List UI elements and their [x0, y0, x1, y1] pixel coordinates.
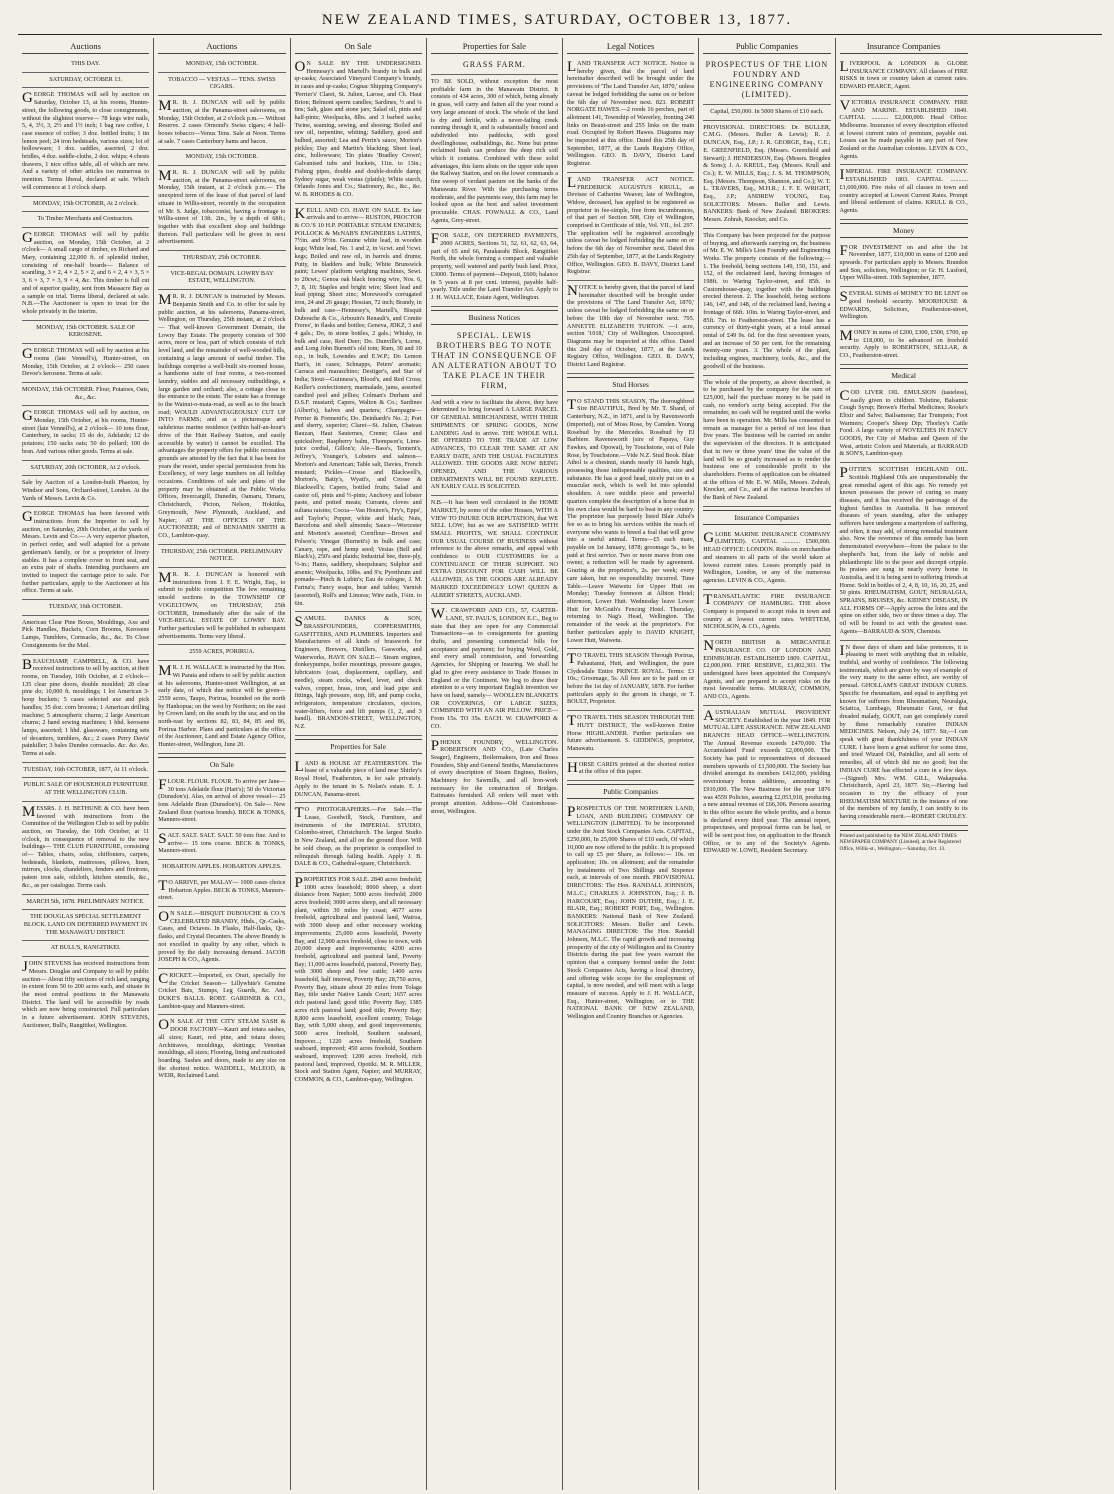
column-heading: Insurance Companies [840, 41, 968, 54]
centered-heading: SPECIAL. LEWIS BROTHERS BEG TO NOTE THAT IN CONSEQUENCE OF AN ALTERATION ABOUT TO TAKE PLACE IN THEIR FIRM, [431, 330, 558, 390]
advertisement-body: ONEY in sums of £200, £300, £500, £700, up to £18,000, to be advanced on freehold security. Apply to ROBERTSON, SELLAR, & CO., Featherston-street. [839, 328, 968, 360]
advertisement-text [840, 168, 968, 214]
advertisement [22, 600, 149, 616]
drop-capital: C [158, 970, 169, 987]
advertisement-text [158, 293, 285, 540]
advertisement [840, 287, 968, 326]
advertisement-text [840, 389, 968, 458]
centered-heading: HOBARTON APPLES. HOBARTON APPLES. [162, 863, 282, 871]
drop-capital: G [22, 90, 33, 107]
drop-capital: B [22, 656, 33, 673]
drop-capital: T [567, 713, 577, 730]
advertisement [295, 873, 422, 1088]
column-heading: On Sale [295, 41, 422, 54]
advertisement-body: LOBE MARINE INSURANCE COMPANY (LIMITED). CAPITAL ........... £500,000. HEAD OFFICE: LONDON. Risks on merchandise and steamers to all parts of the world taken at lowest current rates. Losses promptly paid in Wellington, London, or any of the numerous agencies. LEVIN & CO., Agents. [703, 530, 831, 584]
advertisement [22, 778, 149, 801]
advertisement [22, 321, 149, 344]
advertisement-body: AND TRANSFER ACT NOTICE. FREDERICK AUGUSTUS KRULL, as Devisee of Catherine Weaver, late of Wellington, Widow, deceased, has applied to be registered as proprietor in fee-simple, free from incumbrances, of that part of Section 508, City of Wellington, comprised in Certificate of title, Vol. VII., fol. 297. The application will be registered accordingly unless caveat be lodged forbidding the same on or before the 6th day of November next. Dated this 25th day of September, 1877, at the Lands Registry Office, Wellington. GEO. B. DAVY, District Land Registrar. [567, 175, 695, 276]
drop-capital: S [839, 289, 848, 306]
drop-capital: G [22, 229, 33, 246]
drop-capital: T [567, 651, 577, 668]
advertisement-text [22, 409, 149, 455]
advertisement-body: EULL AND CO. HAVE ON SALE. Ex late arrivals and to arrive— RUSTON, PROCTOR & CO.'S 10 H.P. PORTABLE STEAM ENGINES; POLLOCK & McNAB'S ENGINEERS LATHES, 7½in. and 9½in. Genuine white lead, in wooden kegs; White lead, No. 1 and 2, in ¼cwt. and ½cwt. kegs; Boiled and raw oil, in barrels and drums; Putty, in bladders and bulk; White Brunswick paint; Lewes' platform weighing machines, Sewt. to 20cwt.; Genoa oak black fencing wire, Nos. 6, 7, 8, 10; Staples and bright wire; Sheet lead and lead piping; Sheet zinc; Morewood's corrugated iron, 24 and 26 gauge; Hessian, 72 inch; Brandy, in bulk and case—Hennessy's, Martell's, Bisquit Dubouche & Co., Arbouin's Renault's, and Comite Freres', in flasks and bottles; Geneva, JDKZ, 3 and 4 gals.; Do, in stone bottles, 2 gals.; Whisky, in bulk and case, Red Deer; Do. Dunville's, Lorne, and Long John Burnett's old tom; Rum, 30 and 10 o.p., in bulk, Lowndes and E.W.P.; Do Lemon Hart's, in cases; Schnapps, Peters' aromatic; Carraca and maraschino; Destiger's, and Star of India; Stout—Guinness's, Blood's, and Red Cross; Keiller's confectionery, marmalade, jams, assorted candied peel and jellies; Colman's Durham and D.S.F. mustard; Capers, Walton & Co.; Sardines (Albert's), halves and quarters; Champagne—Perrier & Fremenit's; Do. Deinhardt's No. 2; Port and sherry, superior; Claret—St. Julien, Chateau Bauzan, Haut Sauternes, Creme; Glass and quicksilver; Raspberry balm, Thompson's; Lime-juice cordial, Gillon's; Ale—Bass's, Tennent's, Jeffrey's, Younger's, Lobsters and salmon—Morton's and American; Table salt, Davies, French mustard; Pickles—Crosse and Blackwell's, Morton's, Batty's, Wyatt's, and Crosse & Blackwell's; Capers, bottled fruits; Salad and castor oil, pints and ½-pints; Anchovy and lobster paste, and potted meats; Currants, cloves and sultana raisins; Cocoa—Van Houten's, Fry's, Epps', and Taylor's; Pepper, white and black; Nuts, Barcelona and shell almonds; Sauce—Worcester and Morton's assorted; Cornflour—Brown and Polson's; Vinegar (Burnett's) in bulk and case; Canary, rape, and hemp seed; Vestas (Bell and Black's), 250's and plaids; Industrial bee, three-ply, ½-in.; Hams, saddlery, sheepshears; Sulphur and arsenic; Woolpacks, 10lbs. and 9's; Pyrethrum and pomade—Pinch & Lubin's; Eau de cologne, J. M. Farina's; Fancy soaps, bear and tables; Varnish (assorted), Roll's and Linoras; Wire nails, 1¼in. to 6in. [294, 206, 422, 607]
column-heading: Legal Notices [567, 41, 694, 54]
drop-capital: P [430, 737, 440, 754]
advertisement [158, 57, 285, 73]
advertisement-body: EVERAL SUMS of MONEY TO BE LENT on good freehold security. MOORHOUSE & EDWARDS, Solicitors, Featherston-street, Wellington. [839, 290, 968, 321]
advertisement [567, 649, 694, 711]
advertisement-text: The whole of the property, as above described, is to be purchased by the company for the sum of £25,000, half the purchase money to be paid in cash, no vendor's scrip being accepted. For the remainder, no cash will be required until the works have been in operation. Mr. Mills has consented to remain as manager for a period of not less than five years. The business will be carried on under the supervision of the directors. It is anticipated that in two or three years' time the value of the land will be so greatly increased as to render the business one of considerable profit to the shareholders. Forms of application can be obtained at the offices of Mr. E. W. Mills, Messrs. Zohrab, Knocker, and Co., and at the various branches of the Bank of New Zealand. [703, 378, 831, 502]
advertisement-text [295, 60, 422, 199]
advertisement [703, 636, 830, 706]
advertisement-text [295, 806, 422, 868]
advertisement-body: ROPERTIES FOR SALE. 2840 acres freehold; 1000 acres leasehold; 8000 sheep, a short distance from Napier; 5000 acres freehold; 2000 acres freehold; 3000 acres sheep, and all necessary plant, within 30 miles by coast; 4677 acres freehold, agricultural and pastoral land, Wairoa, with 3000 sheep and other necessary working improvements; 25,000 acres leasehold, Poverty Bay, and 12,900 acres freehold, close to town, with 20,000 sheep and improvements; 4200 acres freehold, agricultural and pastoral land, Poverty Bay; 11,000 acres leasehold, pastoral, Poverty Bay, with 3000 sheep and few cattle; 1400 acres leasehold, half interest, Poverty Bay; 28,750 acres, Poverty Bay, situate about 20 miles from Tolaga Bay, title under Native Lands Court; 1657 acres rich pastoral land; good title; Poverty Bay; 1385 acres rich pastoral land; good title; Poverty Bay; 8,800 acres leasehold, excellent country, Tolaga Bay, with 5,000 sheep, and good improvements; 5000 acres freehold, Southern seaboard, Impover...; 1220 acres freehold, Southern seaboard, improved; 450 acres freehold, Southern seaboard, improved; 1200 acres freehold, rich pastoral land, improved, Opotiki. M. R. MILLER, Stock and Station Agent, Napier; and MURRAY, COMMON, & CO., Lambton-quay, Wellington. [294, 875, 422, 1084]
advertisement [840, 165, 968, 219]
advertisement [22, 910, 149, 941]
drop-capital: P [294, 874, 303, 891]
advertisement-body: EORGE THOMAS will sell by auction on Saturday, October 13, at his rooms, Hunter-street, the following goods, to close consignments, without the slightest reserve— 78 kegs wire nails, 5, 4, 3½, 3, 2½ and 1½ inch; 1 bag raw coffee, 1 case essence of coffee; 3 doz. bottled fruits; 1 tin lemon peel; 24 iron bedsteads, various sizes; lot of hollowware; 1 doz. saddles, assorted, 2 doz. bridles, 4 doz. saddle-cloths, 2 doz. whips; 4 chests drawers, 1 nice office table, all of which are new. And a variety of other articles too numerous to mention. Terms liberal, declared at sale. Which will commence at 1 o'clock sharp. [22, 91, 150, 191]
advertisement-text [158, 832, 285, 855]
advertisement [158, 166, 285, 251]
advertisement [158, 969, 285, 1016]
advertisement-body: ORSE CARDS printed at the shortest notice at the office of this paper. [578, 760, 695, 776]
advertisement [295, 204, 422, 613]
drop-capital: G [22, 509, 33, 526]
column-5 [563, 38, 699, 1490]
advertisement [703, 706, 830, 859]
newspaper-title: NEW ZEALAND TIMES, SATURDAY, OCTOBER 13, 1877. [321, 12, 793, 28]
advertisement [567, 57, 694, 173]
advertisement [158, 860, 285, 876]
drop-capital: P [839, 465, 848, 482]
advertisement-text [431, 739, 558, 816]
drop-capital: L [567, 174, 577, 191]
advertisement [295, 757, 422, 804]
advertisement [22, 895, 149, 911]
advertisement-text [22, 805, 149, 890]
advertisement-text [158, 778, 285, 824]
drop-capital: M [158, 98, 172, 115]
newspaper-columns [18, 38, 1108, 1490]
advertisement [22, 957, 149, 1033]
centered-heading: 2559 ACRES, PORIRUA. [189, 648, 255, 656]
advertisement-body: OTTIE'S SCOTTISH HIGHLAND OIL. Scottish Highland Oils are unquestionably the great remedial agent of this age. No remedy yet known possesses the power of curing so many diseases, and it has received the patronage of the highest families in Australia. It has removed diseases of years standing, after the unhappy sufferers have undergone a martyrdom of suffering, and often, it may add, of strong remedial treatment also. Now the reverence of this remedy has been demonstrated everywhere—from the palace to the shepherd's hut, from the lady of noble and philanthropic life to the poor and decrepit cripple. Its praises are sung in nearly every home in Australia, and it is being sent to suffering friends at Home. Sold in bottles of 2, 4, 8, 10, 16, 20, 25, and 50 pints. RHEUMATISM, GOUT, NEURALGIA, SPRAINS, BRUISES, &c. KIDNEY DISEASE, IN ALL FORMS OF—Apply across the loins and the spine on either side, two or three times a day. The oil will be found to act with the greatest ease. Agents—BARRAUD & SON, Chemists. [839, 466, 968, 635]
drop-capital: I [839, 167, 845, 184]
advertisement [567, 173, 694, 281]
column-7 [836, 38, 972, 1490]
advertisement-text [22, 510, 149, 595]
advertisement [431, 736, 558, 820]
advertisement-body: EAUCHAMP, CAMPBELL, & CO. have received instructions to sell by auction, at their rooms, on Tuesday, 16th October, at 2 o'clock— 135 clear pine doors, double moulded; 28 clear pine do; 10,000 ft. mouldings; 1 lot American 3-hoop buckets; 5 cases selected axe and pick handles; 35 doz. corn brooms; 1 American drilling machine; 5 atmospheric churns; 2 large American churns; 2 hand sewing machines; 1 hhd. kerosene lamps, assorted; 1 hhd. glassware, containing sets of decanters, tumblers, &c.; 2 cases Perry Davis' painkiller; 3 bales Dundee cornsacks. &c. &c. &c. Terms at sale. [22, 657, 150, 758]
column-heading: Properties for Sale [431, 41, 558, 54]
advertisement-body: AND & HOUSE AT FEATHERSTON. The lease of a valuable piece of land near Shirley's Royal Hotel, Featherston, is for sale privately. Apply to the tenant in S. Nolan's estate. E. J. DUNCAN, Panama-street. [294, 759, 422, 798]
section-heading: Public Companies [567, 784, 694, 799]
advertisement-text [567, 761, 694, 776]
advertisement-body: AND TRANSFER ACT NOTICE. Notice is hereby given, that the parcel of land hereinafter described will be brought under the provisions of 'The Land Transfer Act, 1870,' unless caveat be lodged forbidding the same on or before the 6th day of November next. 823. ROBERT NORGATE HAWES.—2 roods 16 perches, part of allotment 141, Township of Waverley, fronting 240 links on Beaut-street and 255 links on the main road. Occupied by Robert Hawes. Diagrams may be inspected at this office. Dated this 25th day of September, 1877, at the Lands Registry Office, Wellington. GEO. B. DAVY, District Land Registrar. [567, 60, 695, 168]
advertisement-body: R. J. H. WALLACE is instructed by the Hon. Wi Parata and others to sell by public auction at his salerooms, Hunter-street Wellington, at an early date, of which due notice will be given— 2559 acres, Taupo, Porirua, bounded on the north by Hanhopua; on the west by Northern; on the east by Crown land; on the south by the sea; and on the north-east by sections 82, 83, 84, 85 and 86, Porirua Harbor. Plans and particulars at the office of the Auctioneer, Land and Estate Agency Office, Hunter-street, Wellington, June 20. [158, 664, 286, 749]
drop-capital: L [294, 758, 304, 775]
advertisement [158, 150, 285, 166]
advertisement-body: IVERPOOL & LONDON & GLOBE INSURANCE COMPANY. All classes of FIRE RISKS in town or country taken at current rates. EDWARD PEARCE, Agent. [839, 60, 968, 91]
advertisement-text [158, 99, 285, 145]
advertisement [22, 383, 149, 406]
advertisement-text [567, 652, 694, 706]
advertisement-text [567, 805, 694, 1021]
masthead [0, 0, 1114, 40]
advertisement-text [295, 615, 422, 731]
advertisement-text [22, 231, 149, 316]
section-heading: Properties for Sale [295, 739, 422, 754]
centered-heading: SATURDAY, 20th OCTOBER, At 2 o'clock. [30, 463, 141, 471]
advertisement-body: RICKET.—Imported, ex Orari, specially for the Cricket Season— Lillywhite's Genuine Cricket Bats, Stumps, Leg Guards, &c. And DUKE'S BALLS. ROBT. GARDNER & CO., Lambton-quay and Manners-street. [158, 971, 286, 1010]
drop-capital: M [158, 168, 172, 185]
centered-heading: TUESDAY, 16th OCTOBER, 1877, At 11 o'clock. [23, 765, 148, 773]
advertisement-body: HŒNIX FOUNDRY, WELLINGTON. ROBERTSON AND CO., (Late Charles Seager), Engineers, Boilermakers, Iron and Brass Founders, Ship and General Smiths, Manufacturers of every description of Steam Engines, Boilers, Machinery for Sawmills, and all Iron-work necessary for the construction of Bridges. Estimates furnished. All orders will meet with prompt attention. Address—Old Customhouse-street, Wellington. [430, 738, 558, 815]
advertisement-text: N.B.—It has been well circulated in the HOME MARKET, by some of the other Houses, WITH A VIEW TO INJURE OUR REPUTATION, that WE SELL LOW; but as we are SATISFIED WITH SMALL PROFITS, WE SHALL CONTINUE OUR USUAL COURSE OF BUSINESS without reference to the above remarks, and appeal with confidence to OUR CUSTOMERS for a CONTINUANCE OF THEIR SUPPORT. NO EXTRA DISCOUNT FOR CASH WILL BE ALLOWED, AS THE GOODS ARE ALREADY MARKED EXCEEDINGLY LOW! QUEEN & ALBERT STREETS, AUCKLAND. [430, 499, 558, 599]
advertisement-text [567, 714, 694, 753]
advertisement [158, 907, 285, 969]
advertisement [158, 829, 285, 860]
advertisement-text [22, 347, 149, 378]
advertisement [567, 758, 694, 781]
advertisement-body: EORGE THOMAS has been favored with instructions from the Importer to sell by auction, on Saturday, 20th October, at the yards of Messrs. Levin and Co.— A very superior phaeton, in perfect order, and well adapted for a private gentleman's family, or for a proprietor of livery stables. It has a complete cover to front seat, and an extra pair of shafts. Intending purchasers are invited to inspect the carriage prior to sale. For further particulars, apply to the Auctioneer at his office. Terms at sale. [22, 510, 150, 595]
centered-heading: MARCH 5th, 1878. PRELIMINARY NOTICE. [26, 897, 145, 905]
drop-capital: N [567, 282, 578, 299]
advertisement [703, 229, 830, 376]
column-heading: Public Companies [703, 41, 830, 54]
advertisement [158, 545, 285, 568]
centered-heading: VICE-REGAL DOMAIN. LOWRY BAY ESTATE, WELLINGTON. [170, 269, 274, 285]
advertisement [840, 641, 968, 826]
advertisement [431, 396, 558, 496]
advertisement [567, 281, 694, 374]
advertisement [22, 228, 149, 321]
advertisement-body: EORGE THOMAS will sell by public auction, on Monday, 15th October, at 2 o'clock— A small cargo of timber, ex Richard and Mary, containing 22,000 ft. of splendid timber, consisting of one-half boards— Balance of scantling, 3 × 2, 4 × 2, 5 × 2, and 6 × 2, 4 × 3, 5 × 3, 6 × 3, 7 × 3, 9 × 4, &c. This timber is full cut and of superior quality, sent from Massacre Bay as a sample on trial. Terms liberal, declared at sale. N.B.—The Auctioneer is open to treat for the whole privately in the interim. [22, 230, 150, 315]
drop-capital: T [158, 877, 168, 894]
advertisement [158, 661, 285, 754]
advertisement [158, 267, 285, 290]
section-heading: Money [840, 223, 968, 238]
advertisement-body: N SALE AT THE CITY STEAM SASH & DOOR FACTORY—Kauri and totara sashes, all sizes; Kauri, red pine, and totara doors; Architraves, mouldings, skirtings; Venetian mouldings, all sizes; Flooring, lining and rusticated boarding. Sashes and doors, made to any size on the shortest notice. WADDELL, McLEOD, & WEIR, Reclaimed Land. [158, 1018, 286, 1080]
advertisement-text: PROVISIONAL DIRECTORS: Dr. BULLER, C.M.G. (Messrs. Buller & Lewis); R. J. DUNCAN, Esq., J.P.; J. R. GEORGE, Esq., C.E.; E. GREENFIELD, Esq. (Messrs. Greenfield and Stewart); J. HENDERSON, Esq. (Messrs. Brogden & Sons); J. A. KREUL, Esq. (Messrs. Krull and Co.); E. W. MILLS, Esq.; J. S. M. THOMPSON, Esq. (Messrs. Thompson, Shannon, and Co.); W. T. L. TRAVERS, Esq., M.H.R.; J. F. E. WRIGHT, Esq., J.P.; ANDREW YOUNG, Esq. SOLICITORS: Messrs. Buller and Lewis. BANKERS: Bank of New Zealand. BROKERS: Messrs. Zohrab, Knocker, and Co. [703, 123, 831, 224]
advertisement-text [703, 639, 830, 701]
advertisement-body: R. R. J. DUNCAN is instructed by Messrs. Benjamin Smith and Co. to offer for sale by public auction, at his salerooms, Panama-street, Wellington, on Thursday, 25th instant, at 2 o'clock— That well-known Government Domain, the Lowry Bay Estate. The property consists of 500 acres, more or less, part of which consists of rich level land, and the remainder of well-wooded hills, containing a large amount of useful timber. The buildings comprise a well-built six-roomed house, a handsome suite of four rooms, a two-roomed laundry, stables and all necessary outbuildings, a large garden and orchard; also, a cottage close to the entrance to the estate. The estate has a frontage to the Wainui-o-mata-road, as well as to the beach road; WOULD ADVANTAGEOUSLY CUT UP INTO FARMS; and as a picturesque and salubrious marine residence (within half-an-hour's drive of the Hutt Railway Station, and easily accessible by water) it cannot be excelled. The advantages the property offers for public recreation grounds are attested by the fact that it has been for years the resort, under special permission from his Excellency, of very large numbers on all holiday occasions. Conditions of sale and plans of the property may be obtained at the Public Works Offices, Invercargill, Dunedin, Oamaru, Timaru, Christchurch, Picton, Nelson, Hokitika, Greymouth, New Plymouth, Auckland, and Napier; AT THE OFFICES OF THE AUCTIONEER; and of BENJAMIN SMITH & CO., Lambton-quay. [158, 293, 286, 539]
advertisement-text [295, 760, 422, 799]
centered-heading: SATURDAY, OCTOBER 13. [49, 75, 123, 83]
column-3 [291, 38, 427, 1490]
advertisement [22, 507, 149, 600]
advertisement-text [295, 876, 422, 1084]
advertisement-body: AMUEL DANKS & SON, BRASSFOUNDERS, COPPERSMITHS, GASFITTERS, AND PLUMBERS. Importers and Manufacturers of all kinds of brasswork for Engineers, Brewers, Distillers, Gasworks, and Waterworks, HAVE ON SALE— Steam engines, donkeypumps, boiler mountings, pressure gauges, lubricators (cast, displacement, capillary, and needle), steam cocks, wheel, lever, and check valves, copper, brass, iron, and lead pipe and fittings, high pressure, stop, lift, and pump cocks, refrigerators, temperature circulators, ejectors, water-lifters, force and lift pumps (1, 2, and 3 handl). BRANDON-STREET, WELLINGTON, N.Z. [294, 615, 422, 731]
advertisement-body: N these days of sham and false pretences, it is pleasing to meet with anything that in reliable, truthful, and worthy of confidence. The following testimonials, which are given by way of example of the very many to the same effect, are worthy of perusal. GHOLLAM'S GREAT INDIAN CURES. Specific for rheumatism, and equal to anything yet known for sufferers from Rheumatism, Neuralgia, Sciatica, Lumbago, Rheumatic Gout, or that dreaded malady, GOUT, can get completely cured by these remarkably curative INDIAN MEDICINES. Nelson, July 24, 1877. Sir,—I can speak with great thankfulness of your INDIAN CURE. I have been a great sufferer for some time, and tried Wizard Oil, Painkiller, and all sorts of remedies, all of which did me no good; but the INDIAN CURE has effected a cure in a few days.—(Signed) Mrs. WM. GILL, Wakapuaka. Christchurch, April 23, 1877. Sir,—Having had occasion to try the efficacy of your RHEUMATISM MIXTURE in the instance of one of the members of my family, I can testify to its having considerable merit.—ROBERT CRUDLEY. [839, 643, 968, 821]
drop-capital: L [567, 59, 577, 75]
advertisement [22, 461, 149, 477]
drop-capital: G [22, 346, 33, 363]
drop-capital: P [567, 804, 576, 821]
advertisement-text [158, 879, 285, 902]
advertisement-body: ALT. SALT. SALT. SALT. 50 tons fine. And to arrive— 15 tons coarse. BECK & TONKS, Manners-street. [158, 832, 286, 855]
advertisement [22, 802, 149, 895]
drop-capital: N [703, 638, 715, 655]
advertisement [22, 88, 149, 196]
advertisement-body: OHN STEVENS has received instructions from Messrs. Douglas and Company to sell by public auction— About fifty sections of rich land, ranging in extent from 50 to 200 acres each, and situate in the most central positions in the Manawatu District. The land will be accessible by roads which are now being constructed. Full particulars in a future advertisement. JOHN STEVENS, Auctioneer, Bull's, Rangitikei, Wellington. [22, 960, 150, 1029]
advertisement [22, 406, 149, 460]
drop-capital: F [158, 776, 167, 793]
advertisement-text [22, 960, 149, 1029]
advertisement-text: Sale by Auction of a London-built Phaeton, by Windsor and Sons, Orchard-street, London. At the Yards of Messrs. Levin & Co. [22, 479, 150, 502]
advertisement [840, 326, 968, 365]
advertisement-body: OTICE is hereby given, that the parcel of land hereinafter described will be brought under the provisions of 'The Land Transfer Act, 1870,' unless caveat be lodged forbidding the same on or before the 10th day of November next. 795. ANNETTE ELIZABETH TURTON. —1 acre, section '1018,' City of Wellington. Unoccupied. Diagrams may be inspected at this office. Dated this 2nd day of October, 1877, at the Lands Registry Office, Wellington. GEO. B. DAVY, District Land Registrar. [567, 283, 695, 369]
advertisement [295, 612, 422, 736]
advertisement-body: MPERIAL FIRE INSURANCE COMPANY. ESTABLISHED 1803. CAPITAL ........... £1,600,000. Fire risks of all classes in town and country accepted at Lowest Current Rates. Prompt and liberal settlement of claims. KRULL & CO., Agents. [839, 168, 968, 214]
advertisement-text [840, 290, 968, 321]
drop-capital: S [158, 831, 167, 848]
advertisement [431, 604, 558, 735]
advertisement-body: O TRAVEL THIS SEASON THROUGH THE HUTT DISTRICT, The well-known Entire Horse HIGHLANDER. Further particulars see future advertisement. S. GIDDINGS, proprietor, Manawatu. [567, 714, 695, 752]
advertisement [431, 229, 558, 306]
advertisement [158, 73, 285, 96]
advertisement-text [703, 709, 830, 855]
drop-capital: M [22, 803, 36, 820]
advertisement [22, 57, 149, 73]
advertisement-body: R. R. J. DUNCAN will sell by public auction, at the Panama-street salerooms, on Monday, 15th instant, at 2 o'clock p.m.— The unexpired term of the lease of that parcel of land situate in Willis-street, recently in the occupation of Mr. S. Judge, tobacconist, having a frontage to Willis-street of 13ft. 2in., by a depth of 68ft.; together with that excellent shop and buildings thereon. Full particulars will be given in next advertisement. [158, 169, 286, 246]
centered-heading: TUESDAY, 16th OCTOBER. [48, 603, 123, 611]
advertisement-body: OR SALE, ON DEFERRED PAYMENTS, 2000 ACRES, Sections 51, 52, 61, 62, 63, 64, part of 65 and 66, Parakarahi Block, Rangitikei North, the whole forming a compact and valuable property, well watered and partly bush land. Price, £3000. Terms of payment—Deposit, £600; balance in 5 years at 8 per cent. interest, payable half-yearly. Title under the Land Transfer Act. Apply to J. H. WALLACE, Estate Agent, Wellington. [430, 232, 558, 301]
advertisement-text [22, 91, 149, 191]
advertisement [840, 386, 968, 463]
advertisement-text [703, 531, 830, 585]
drop-capital: T [567, 396, 577, 413]
advertisement-body: . CRAWFORD AND CO., 57, CARTER-LANE, ST. PAUL'S, LONDON E.C., Beg to state that they are open for any Commercial Transactions—as to consignments for granting drafts, and presenting commercial bills for acceptance and payment; for buying Wool, Gold, and every small commission, and forwarding Agencies, for Shipping or Insuring. We shall be glad to give every assistance to Trade Houses in England or the Continent. We beg to draw their attention to a very important English invention we have on hand, namely— WOOLLEN BLANKETS OR COVERINGS, OF LARGE SIZES, COMBINED WITH AN AIR PILLOW. PRICE—From 15s. TO 35s. EACH. W. CRAWFORD & CO. [430, 607, 558, 730]
centered-heading: MONDAY, 15th OCTOBER. [185, 153, 259, 161]
drop-capital: G [22, 408, 33, 425]
centered-heading: THURSDAY, 25th OCTOBER. PRELIMINARY NOTICE. [160, 547, 283, 563]
advertisement-text: TO BE SOLD, without exception the most profitable farm in the Manawatu District. It consists of 434 acres, 300 of which, being already in grass, will carry and fatten all the year round a very large amount of stock. The whole of the land is dry and fertile, with a never-failing creek running through it, and is substantially fenced and subdivided into paddocks, with good dwellinghouse, outbuildings, &c. None but prime reclaimed bush can produce the deep rich soil which it contains. Combined with these solid advantages, this farm abuts on the upper side upon the Railway Station, and on the lower commands a fine sweep of verdant pasture on the banks of the Manawatu River. With the purchasing terms moderate, and the payments easy, this farm may be looked upon as the best and safest investment procurable. CHAS. FOWNALL & CO., Land Agents, Grey-street. [430, 78, 558, 224]
drop-capital: M [158, 292, 172, 309]
advertisement [567, 711, 694, 758]
section-heading: Insurance Companies [703, 510, 830, 525]
column-6 [699, 38, 835, 1490]
advertisement [840, 241, 968, 288]
section-heading: Business Notices [431, 310, 558, 325]
advertisement-body: LOUR. FLOUR. FLOUR. To arrive per Jane— 30 tons Adelaide flour (Hart's); 50 do Victorian (Dunsdon's). Also, on arrival of above vessel— 25 tons Adelaide Bran (Dunsdon's). On Sale— New Zealand flour (various brands). BECK & TONKS, Manners-street. [158, 777, 286, 824]
drop-capital: F [839, 242, 848, 259]
advertisement [22, 212, 149, 228]
drop-capital: M [158, 663, 172, 680]
centered-heading: MONDAY, 15th OCTOBER. Flour, Potatoes, Oats, &c., &c. [22, 385, 150, 401]
advertisement-text [840, 644, 968, 821]
advertisement [295, 57, 422, 204]
advertisement-text [158, 169, 285, 246]
centered-heading: MONDAY, 15th OCTOBER. SALE OF KEROSENE. [36, 323, 136, 339]
advertisement [22, 941, 149, 957]
centered-heading: GRASS FARM. [462, 60, 526, 69]
advertisement-text [703, 593, 830, 632]
advertisement-body: EORGE THOMAS will sell by auction, on Monday, 15th October, at his rooms, Hunter-street (late Vennell's), at 2 o'clock— 10 tons flour, Canterbury, in sacks; 15 do do, Adelaide; 12 do potatoes; 150 sacks oats; 50 do pollard; 100 do bran. And various other goods. Terms at sale. [22, 409, 150, 455]
advertisement [158, 1015, 285, 1084]
advertisement-body: R. R. J. DUNCAN is honored with instructions from J. F. E. Wright, Esq., to submit to public competition The few remaining unsold sections in the TOWNSHIP OF VOGELTOWN, on THURSDAY, 25th OCTOBER, Immediately after the sale of the VICE-REGAL ESTATE OF LOWRY BAY. Further particulars will be published in subsequent advertisements. Terms very liberal. [158, 571, 286, 640]
advertisement [22, 616, 149, 655]
drop-capital: A [703, 707, 715, 724]
column-heading: Auctions [22, 41, 149, 54]
advertisement [295, 803, 422, 873]
advertisement-body: ESSRS. J. H. BETHUNE & CO. have been favored with instructions from the Committee of the Wellington Club to sell by public auction, on Tuesday, the 16th October, at 11 o'clock, in consequence of removal to the new buildings— THE CLUB FURNITURE, consisting of— Tables, chairs, sofas, chiffoniers, carpets, bedsteads, blankets, mattresses, pillows, linen, mirrors, clocks, chandeliers, fenders and fireirons, patent iron safe, oilcloth, kitchen utensils, &c., &c., as per catalogue. Terms cash. [22, 804, 150, 889]
advertisement [158, 645, 285, 661]
column-4 [427, 38, 563, 1490]
advertisement [158, 876, 285, 907]
advertisement-body: O STAND THIS SEASON, The thoroughbred Sire BEAUTIFUL, Bred by Mr. T. Shand, of Canterbury, N.Z., in 1871, and is by Ravensworth (imported), out of Moss Rose, by Camden. Young Rosebud by the Mercedes. Rosebud by El Barbiere. Ravensworth (sire of Papaya, Guy Fawkes, and Opowai), by Touchstone, out of Pale Rose, by Touchstone.—Vide N.Z. Stud Book. Blair Athol is a chestnut, stands nearly 16 hands high, possessing those indispensable qualities, size and substance. He has a good head, nicely put on to a muscular neck, which is well let into splendid shoulders. A rare middle piece and powerful quarters complete the description of a horse that in his own class would be hard to beat in any country. The proprietor has purposely listed Blair Athol's fee so as to bring his services within the reach of everyone who wants to breed a foal that will grow into a useful animal. Terms—£5 each mare, payable on 1st January, 1878; groomage 5s., to be paid at first service. Two or more mares from one owner, a reduction will be made by agreement. Grazing at the proprietor's, 2s. per week; every care taken, but no responsibility incurred. Time Table.—Leave Waiwetu for Upper Hutt on Monday; Tuesday forenoon at Albion Hotel; afternoon, Lower Hutt. Wednesday leave Lower Hutt for McGrath's Fencing Hotel. Thursday, returning to Nag's Head, Wellington. The remainder of the week at the proprietor's. For further particulars apply to DAVID KNIGHT, Lower Hutt, Waiwetu. [567, 397, 695, 644]
centered-heading: PUBLIC SALE OF HOUSEHOLD FURNITURE AT THE WELLINGTON CLUB. [23, 781, 148, 797]
advertisement [703, 105, 830, 121]
drop-capital: H [567, 759, 578, 776]
advertisement-body: R. R. J. DUNCAN will sell by public auction, at the Panama-street salerooms, on Monday, 15th October, at 2 o'clock p.m.— Without Reserve. 2 cases Ormond's Swiss cigars; 4 half-boxes tobacco—Venus Tens. Sale at Noon. Terms at sale. 7 cases Canterbury hams and bacon. [158, 99, 286, 145]
drop-capital: T [294, 805, 304, 822]
advertisement-text [840, 99, 968, 161]
drop-capital: F [430, 231, 440, 248]
advertisement-body: ORTH BRITISH & MERCANTILE INSURANCE CO. OF LONDON AND EDINBURGH. ESTABLISHED 1809. CAPITAL, £2,000,000. FIRE RESERVE, £1,802,303. The undersigned have been appointed the Company's Agents, and are prepared to accept risks on the most favourable terms. MURRAY, COMMON, AND CO., Agents. [703, 639, 831, 701]
advertisement-body: O ARRIVE, per MALAY— 1000 cases choice Hobarton Apples. BECK & TONKS, Manners-street. [158, 878, 286, 902]
drop-capital: T [703, 591, 713, 608]
advertisement-body: ICTORIA INSURANCE COMPANY. FIRE AND MARINE. ESTABLISHED 1849. CAPITAL ........... £2,000,000. Head Office: Melbourne. Insurance of every description effected at lowest current rates of premium, payable out. Losses can be made payable in any part of New Zealand or the Australian colonies. LEVIN & CO., Agents. [839, 98, 968, 160]
advertisement-text [158, 1018, 285, 1080]
drop-capital: I [839, 642, 845, 659]
centered-heading: MONDAY, 15th OCTOBER, At 2 o'clock. [33, 199, 139, 207]
advertisement-body: EORGE THOMAS will sell by auction at his rooms (late Vennell's), Hunter-street, on Monday, 15th October, at 2 o'clock— 250 cases Devoe's kerosene. Terms at sale. [22, 347, 150, 378]
drop-capital: C [839, 387, 850, 404]
advertisement [158, 290, 285, 545]
advertisement [431, 57, 558, 75]
advertisement-text [840, 244, 968, 283]
advertisement-text [295, 207, 422, 608]
advertisement-body: N SALE.—BISQUIT DUBOUCHE & CO.'S CELEBRATED BRANDY, Hhds., Qr.-Casks, Cases, and Octaves. In Flasks, Half-flasks, Qr.-flasks, and Crystal Decanters. The above Brandy is not excelled in quality by any other, which is proved by the daily increasing demand. JACOB JOSEPH & CO., Agents. [158, 909, 286, 964]
section-heading: On Sale [158, 757, 285, 772]
centered-heading: THE DOUGLAS SPECIAL SETTLEMENT BLOCK. LAND ON DEFERRED PAYMENT IN THE MANAWATU DISTRICT. [23, 913, 148, 936]
drop-capital: W [430, 606, 445, 623]
advertisement-text [431, 607, 558, 730]
advertisement-body: OR INVESTMENT on and after the 1st November, 1877, £10,000 in sums of £200 and upwards. For particulars apply to Messrs. Brandon and Son, solicitors, Wellington; or Gr. H. Lusford, Upper Willis-street. 10th September, 1877. [839, 243, 968, 282]
advertisement [840, 463, 968, 640]
advertisement-text [567, 398, 694, 645]
centered-heading: Capital, £50,000. In 5000 Shares of £10 each. [710, 108, 824, 115]
advertisement-text: This Company has been projected for the purpose of buying, and afterwards carrying on, the business of Mr. E. W. Mills's Lion Foundry and Engineering Works. The property consists of the following:— 1. The freehold, being sections 149, 150, 151, and 152, of the reclaimed land, having frontages of 198ft. to Waring Taylor-street, and 85ft. to Customhouse-quay, together with the buildings erected thereon. 2. The leasehold, being sections 146, 147, and 148, of the reclaimed land, having a frontage of 66ft. 10in. to Waring Taylor-street, and 85ft. 7in. to Featherston-street. The lease has a currency of thirty-eight years, at a total annual rental of £49 9s. 6d. for the first seventeen years, and an increase of 50 per cent. for the remaining twenty-one years. 3. The whole of the plant, including engines, machinery, tools, &c., and the goodwill of the business. [703, 231, 831, 370]
advertisement [158, 568, 285, 645]
advertisement-body: USTRALIAN MUTUAL PROVIDENT SOCIETY. Established in the year 1849. FOR MUTUAL LIFE ASSURANCE. NEW ZEALAND BRANCH: HEAD OFFICE—WELLINGTON. The Annual Revenue exceeds £470,000. The Accumulated Fund exceeds £2,000,000. The Society has paid to representatives of deceased members upwards of £1,500,000. The Society has divided amongst its members £412,000, yielding reversionary bonus additions, amounting to £910,000. The New Business for the year 1876 was 4559 Policies, assuring £2,053,918, producing a new annual revenue of £66,306. Persons assuring in this office secure the whole profits, and a bonus is declared every third year. The annual report, prospectuses, and proposal forms can be had, or will be sent post free, on application to the Branch Office, or to any of the Society's Agents. EDWARD W. LOWE, Resident Secretary. [703, 708, 831, 855]
drop-capital: S [294, 614, 303, 631]
advertisement [703, 121, 830, 229]
advertisement-body: O PHOTOGRAPHERS.—For Sale.—The Lease, Goodwill, Stock, Furniture, and instruments of the IMPERIAL STUDIO, Colombo-street, Christchurch. The largest Studio in New Zealand, and all on the ground floor. Will be sold cheap, as the proprietor is compelled to relinquish through failing health. Apply J. B. DALE & CO., Cathedral-square, Christchurch. [294, 806, 422, 868]
advertisement-body: N SALE BY THE UNDERSIGNED. Hennessy's and Martell's brandy in bulk and qr-casks; Associated Vineyard Company's brandy, in cases and qr-casks; Cognac Shipping Company's 'Perrier's' Claret, St. Julien, Larose, and Ch. Haut Brion; Belmont sperm candles; Sardines, ½ and ¼ tins; Salt, glass and stone jars; Salad oil, pints and half-pints; Woolpacks, 8lbs. and 3 barbed sacks; Twine, seaming, sewing, and shoeing; Boiled and raw oil, turpentine, whiting; Saddlery, good and bulbed, assorted; Lea and Perrin's sauce, Morton's pickles; Day and Martin's blacking; Sheet lead, zinc, hollowware; Tin plates 'Bradley Crown'; Galvanised tubs and buckets, 11in. to 13in.; Fishing pipes, double and double-double damp; Sydney sugar, weak vestas (plaids); White starch, Orlando Jones and Co.; Stationery, &c., &c., &c. W. B. RHODES & CO. [294, 60, 422, 198]
advertisement [22, 344, 149, 383]
drop-capital: V [839, 97, 851, 114]
advertisement [158, 251, 285, 267]
drop-capital: G [703, 529, 715, 546]
advertisement [567, 395, 694, 650]
advertisement-text [158, 571, 285, 640]
advertisement-text [567, 60, 694, 168]
drop-capital: L [839, 59, 849, 75]
advertisement-body: OD LIVER OIL EMULSION (tasteless), easily given to children. Tolutine, Balsamic Cough Syrup; Brown's Herbal Medicines; Rooke's Elixir and Salve; Bailsamene; Ear Trumpets; Foot Warmers; Cooper's Sheep Dip; Thorley's Cattle Food. A large variety of NOVELTIES IN FANCY GOODS, Per City of Madras and Queen of the West, artistic Colors and Materials, at BARRAUD & SON'S, Lambton-quay. [839, 388, 968, 458]
advertisement [431, 328, 558, 396]
advertisement-text [840, 466, 968, 635]
advertisement [22, 476, 149, 507]
advertisement [22, 197, 149, 213]
advertisement [22, 655, 149, 763]
centered-heading: AT BULL'S, RANGITIKEI. [50, 944, 121, 952]
advertisement-text [840, 329, 968, 360]
advertisement [840, 57, 968, 96]
advertisement-body: O TRAVEL THIS SEASON Through Porirua, Pahautanui, Hutt, and Wellington, the pure Clydesdale Entire PRINCE ROYAL. Terms: £3 10s.; Groomage, 5s. All fees are to be paid on or before the 1st day of JANUARY, 1878. For further particulars apply to the groom in charge, or T. BOULT, Proprietor. [567, 652, 695, 706]
advertisement-text [158, 972, 285, 1011]
advertisement [703, 57, 830, 105]
imprint-note: Printed and published by the NEW ZEALAND TIMES NEWSPAPER COMPANY (Limited), at their Registered Office, Willis-st., Wellington.—Saturday, Oct. 13. [840, 830, 968, 853]
advertisement [22, 763, 149, 779]
drop-capital: O [294, 59, 306, 75]
drop-capital: K [294, 205, 306, 222]
advertisement-text [431, 232, 558, 301]
advertisement-text [158, 910, 285, 964]
centered-heading: TOBACCO — VESTAS — TENS. SWISS CIGARS. [168, 75, 276, 91]
section-heading: Stud Horses [567, 377, 694, 392]
column-2 [154, 38, 290, 1490]
masthead-rule [18, 34, 1102, 35]
advertisement-text [22, 658, 149, 758]
centered-heading: MONDAY, 15th OCTOBER. [185, 60, 259, 67]
advertisement-text [567, 176, 694, 276]
centered-heading: PROSPECTUS OF THE LION FOUNDRY AND ENGINEERING COMPANY (LIMITED). [705, 60, 829, 99]
advertisement-text [158, 664, 285, 749]
advertisement [158, 96, 285, 150]
advertisement [158, 775, 285, 829]
advertisement-text: American Clear Pine Boxes, Mouldings, Axe and Pick Handles, Buckets, Corn Brooms, Kerosene Lamps, Tumblers, Cornsacks, &c., &c. To Close Consignments for the Mail. [22, 618, 150, 649]
drop-capital: O [158, 1017, 170, 1034]
advertisement [431, 496, 558, 604]
advertisement-body: RANSATLANTIC FIRE INSURANCE COMPANY OF HAMBURG. THE above Company is prepared to accept risks in town and country at lowest current rates. WHITTEM, NICHOLSON, & CO., Agents. [703, 592, 831, 631]
advertisement-text [840, 60, 968, 91]
drop-capital: M [158, 570, 172, 587]
advertisement [22, 73, 149, 89]
section-heading: Medical [840, 368, 968, 383]
advertisement-body: ROSPECTUS OF THE NORTHERN LAND, LOAN, AND BUILDING COMPANY OF WELLINGTON (LIMITED). To be incorporated under the Joint Stock Companies Acts. CAPITAL, £250,000, In 25,000 Shares of £10 each, Of which 10,000 are now offered to the public. It is proposed to call up £5 per Share, as follows:— 10s. on application; 10s. on allotment; and the remainder by instalments of Two Shillings and Sixpence each, at intervals of one month. PROVISIONAL DIRECTORS: The Hon. RANDALL JOHNSON, M.L.C.; CHARLES J. JOHNSTON, Esq.; J. B. HARCOURT, Esq.; JOHN DUTHIE, Esq.; J. E. BLAIR, Esq.; ROBERT PORT, Esq., Wellington. BANKERS: National Bank of New Zealand. SOLICITORS: Messrs. Buller and Lewis. MANAGING DIRECTOR: The Hon. Randall Johnson, M.L.C. The rapid growth and increasing prosperity of the city of Wellington and its Country Districts during the past few years warrant the opinion that a company formed under the Joint Stock Companies Acts, having a local directory, and offering wide scope for the employment of capital, is now needed, and will meet with a large measure of success. Apply to J. H. WALLACE, Esq., Hunter-street, Wellington; or to THE NATIONAL BANK OF NEW ZEALAND, Wellington and Country Branches or Agencies. [567, 805, 695, 1021]
centered-heading: To Timber Merchants and Contractors. [37, 215, 134, 223]
column-1 [18, 38, 154, 1490]
advertisement [567, 802, 694, 1025]
advertisement [431, 75, 558, 229]
advertisement [703, 590, 830, 637]
advertisement-text: And with a view to facilitate the above, they have determined to bring forward A LARGE PARCEL OF GENERAL MERCHANDISE, WITH THEIR SHIPMENTS OF SPRING GOODS, NOW LANDING And to arrive. THE WHOLE WILL BE OFFERED TO THE TRADE AT LOW ADVANCES, TO CLEAR THE SAME AT AN EARLY DATE, AND THE USUAL FACILITIES ALLOWED. THE GOODS ARE NOW BEING OPENED, AND THE VARIOUS DEPARTMENTS WILL BE FOUND REPLETE. AN EARLY CALL IS SOLICITED. [430, 398, 558, 491]
drop-capital: O [158, 908, 170, 925]
centered-heading: THURSDAY, 25th OCTOBER. [182, 254, 262, 262]
advertisement [703, 376, 830, 507]
centered-heading: THIS DAY. [71, 60, 101, 67]
drop-capital: J [22, 959, 28, 976]
advertisement-text [567, 284, 694, 369]
column-heading: Auctions [158, 41, 285, 54]
advertisement [840, 96, 968, 166]
drop-capital: M [839, 327, 853, 344]
advertisement [703, 528, 830, 590]
